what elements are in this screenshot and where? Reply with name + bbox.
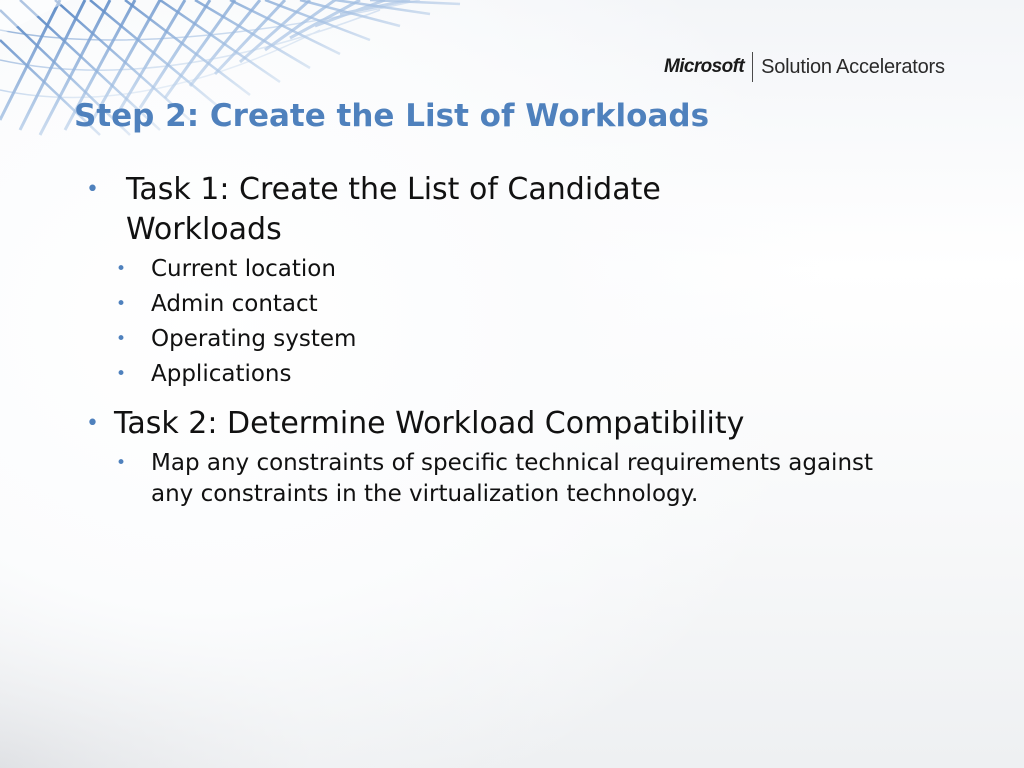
list-item [86, 448, 906, 510]
task-2-text: Task 2: Determine Workload Compatibility [114, 406, 745, 441]
bullet-icon: • [116, 294, 127, 314]
task-item-1 [86, 170, 906, 250]
bullet-icon: • [116, 329, 127, 349]
logo-brand: Microsoft [664, 56, 745, 77]
task-group-2 [86, 404, 906, 510]
subitem-text: Operating system [151, 326, 357, 352]
task-1-subitems [86, 254, 906, 390]
list-item [86, 254, 906, 285]
bullet-icon: • [116, 364, 127, 384]
list-item [86, 289, 906, 320]
logo-product: Solution Accelerators [761, 55, 945, 78]
bullet-icon: • [116, 259, 127, 279]
subitem-text: Admin contact [151, 291, 318, 317]
subitem-text: Applications [151, 361, 292, 387]
bullet-icon: • [86, 177, 99, 202]
bullet-icon: • [116, 453, 127, 473]
page-title: Step 2: Create the List of Workloads [74, 98, 710, 134]
bullet-icon: • [86, 411, 99, 436]
task-group-1 [86, 170, 906, 390]
subitem-text: Current location [151, 256, 336, 282]
task-1-text: Task 1: Create the List of Candidate Workloads [126, 172, 661, 247]
task-item-2 [86, 404, 906, 444]
logo-divider [752, 52, 753, 82]
subitem-text: Map any constraints of specific technical requirements against any constraints in the virtualization technology. [151, 450, 874, 507]
slide-content [86, 170, 906, 510]
list-item [86, 359, 906, 390]
list-item [86, 324, 906, 355]
microsoft-logo [664, 50, 945, 84]
task-2-subitems [86, 448, 906, 510]
